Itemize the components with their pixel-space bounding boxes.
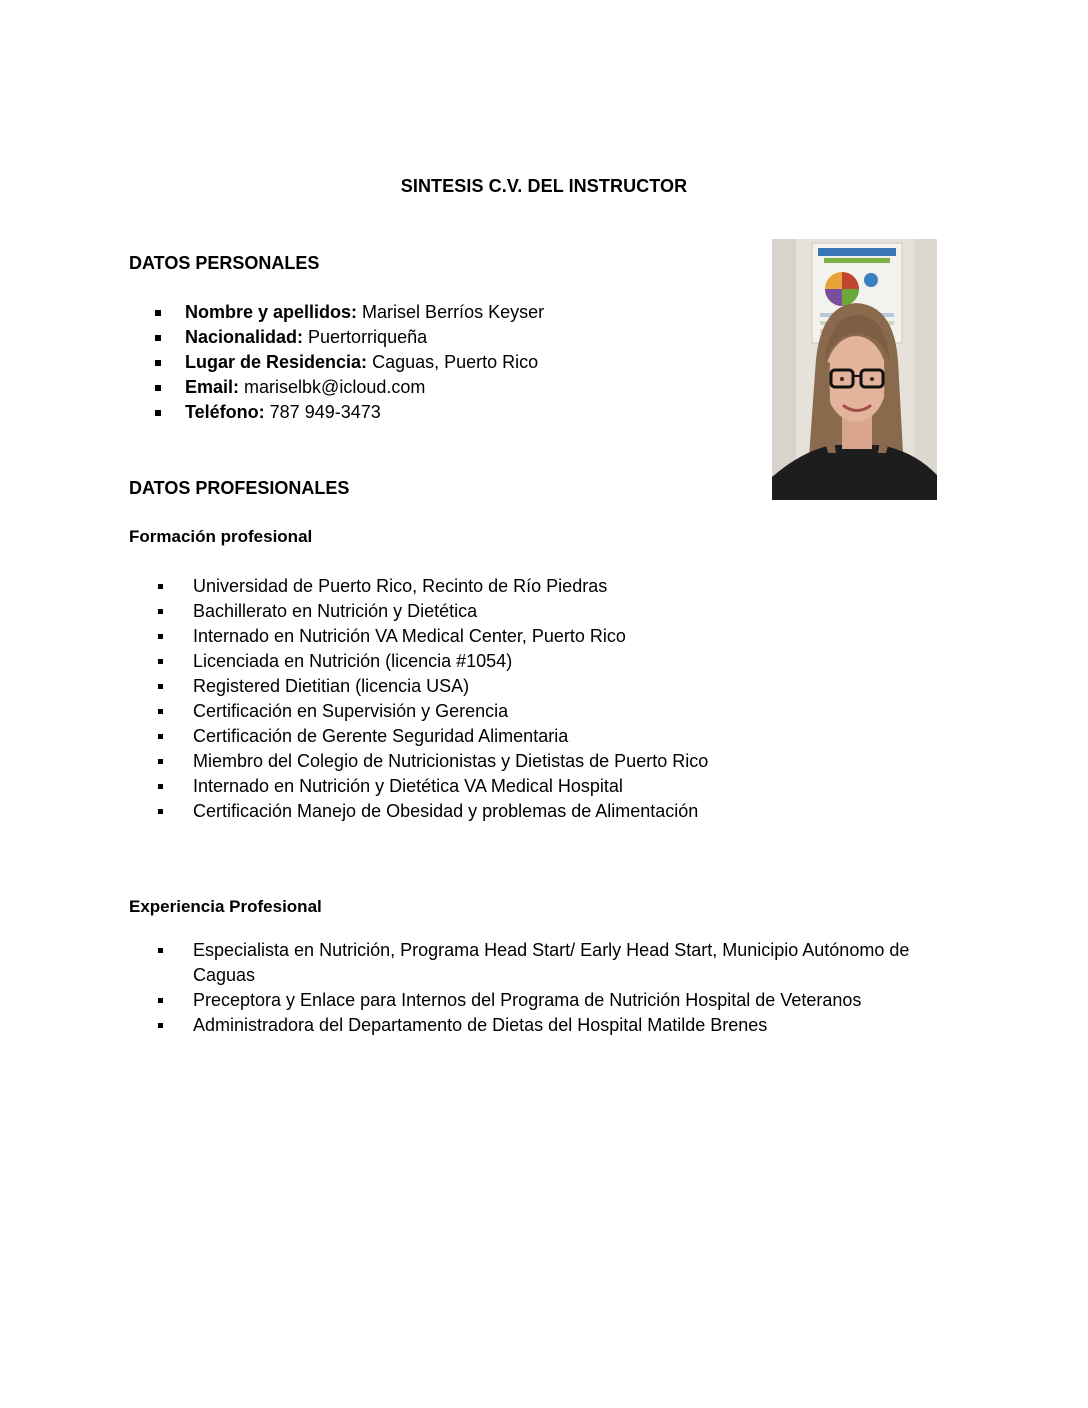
list-item xyxy=(129,300,544,325)
experience-list xyxy=(129,938,959,1038)
list-item-text: Universidad de Puerto Rico, Recinto de Río Piedras xyxy=(193,576,608,596)
bullet-icon xyxy=(158,659,163,664)
list-item xyxy=(129,649,708,674)
list-item-text: Internado en Nutrición y Dietética VA Medical Hospital xyxy=(193,776,623,796)
formation-list xyxy=(129,574,708,824)
list-item xyxy=(129,624,708,649)
list-item-text: Certificación Manejo de Obesidad y problemas de Alimentación xyxy=(193,801,699,821)
list-item-text: Bachillerato en Nutrición y Dietética xyxy=(193,601,478,621)
list-item xyxy=(129,375,544,400)
portrait-image xyxy=(772,239,937,500)
nationality-value: Puertorriqueña xyxy=(303,327,428,347)
bullet-icon xyxy=(158,1023,163,1028)
list-item-text: Certificación en Supervisión y Gerencia xyxy=(193,701,509,721)
phone-label: Teléfono: xyxy=(185,402,265,422)
list-item xyxy=(129,674,708,699)
email-value: mariselbk@icloud.com xyxy=(239,377,426,397)
list-item xyxy=(129,938,959,988)
list-item xyxy=(129,799,708,824)
bullet-icon xyxy=(155,335,161,341)
name-value: Marisel Berríos Keyser xyxy=(357,302,545,322)
residence-value: Caguas, Puerto Rico xyxy=(367,352,539,372)
professional-data-heading: DATOS PROFESIONALES xyxy=(129,478,350,498)
list-item-text: Licenciada en Nutrición (licencia #1054) xyxy=(193,651,513,671)
list-item-text: Preceptora y Enlace para Internos del Programa de Nutrición Hospital de Veteranos xyxy=(193,990,862,1010)
personal-data-heading: DATOS PERSONALES xyxy=(129,253,320,273)
document-title: SINTESIS C.V. DEL INSTRUCTOR xyxy=(400,176,688,196)
list-item xyxy=(129,699,708,724)
bullet-icon xyxy=(155,385,161,391)
bullet-icon xyxy=(158,709,163,714)
phone-value: 787 949-3473 xyxy=(264,402,381,422)
list-item xyxy=(129,574,708,599)
bullet-icon xyxy=(158,948,163,953)
bullet-icon xyxy=(155,310,161,316)
list-item xyxy=(129,724,708,749)
bullet-icon xyxy=(158,759,163,764)
list-item xyxy=(129,325,544,350)
bullet-icon xyxy=(158,584,163,589)
formation-heading: Formación profesional xyxy=(129,527,313,546)
list-item xyxy=(129,599,708,624)
bullet-icon xyxy=(158,634,163,639)
list-item-text: Especialista en Nutrición, Programa Head Start/ Early Head Start, Municipio Autónomo de Caguas xyxy=(193,940,910,985)
bullet-icon xyxy=(155,410,161,416)
list-item xyxy=(129,988,959,1013)
bullet-icon xyxy=(158,684,163,689)
email-label: Email: xyxy=(185,377,240,397)
bullet-icon xyxy=(158,784,163,789)
list-item xyxy=(129,774,708,799)
bullet-icon xyxy=(155,360,161,366)
list-item xyxy=(129,1013,959,1038)
instructor-photo xyxy=(772,239,937,500)
bullet-icon xyxy=(158,809,163,814)
nationality-label: Nacionalidad: xyxy=(185,327,304,347)
experience-heading: Experiencia Profesional xyxy=(129,897,322,916)
bullet-icon xyxy=(158,609,163,614)
list-item xyxy=(129,400,544,425)
list-item-text: Miembro del Colegio de Nutricionistas y Dietistas de Puerto Rico xyxy=(193,751,709,771)
list-item xyxy=(129,350,544,375)
bullet-icon xyxy=(158,734,163,739)
list-item xyxy=(129,749,708,774)
name-label: Nombre y apellidos: xyxy=(185,302,358,322)
residence-label: Lugar de Residencia: xyxy=(185,352,368,372)
list-item-text: Internado en Nutrición VA Medical Center, Puerto Rico xyxy=(193,626,626,646)
personal-data-list xyxy=(129,300,544,425)
list-item-text: Administradora del Departamento de Dietas del Hospital Matilde Brenes xyxy=(193,1015,768,1035)
list-item-text: Registered Dietitian (licencia USA) xyxy=(193,676,470,696)
bullet-icon xyxy=(158,998,163,1003)
list-item-text: Certificación de Gerente Seguridad Alimentaria xyxy=(193,726,569,746)
